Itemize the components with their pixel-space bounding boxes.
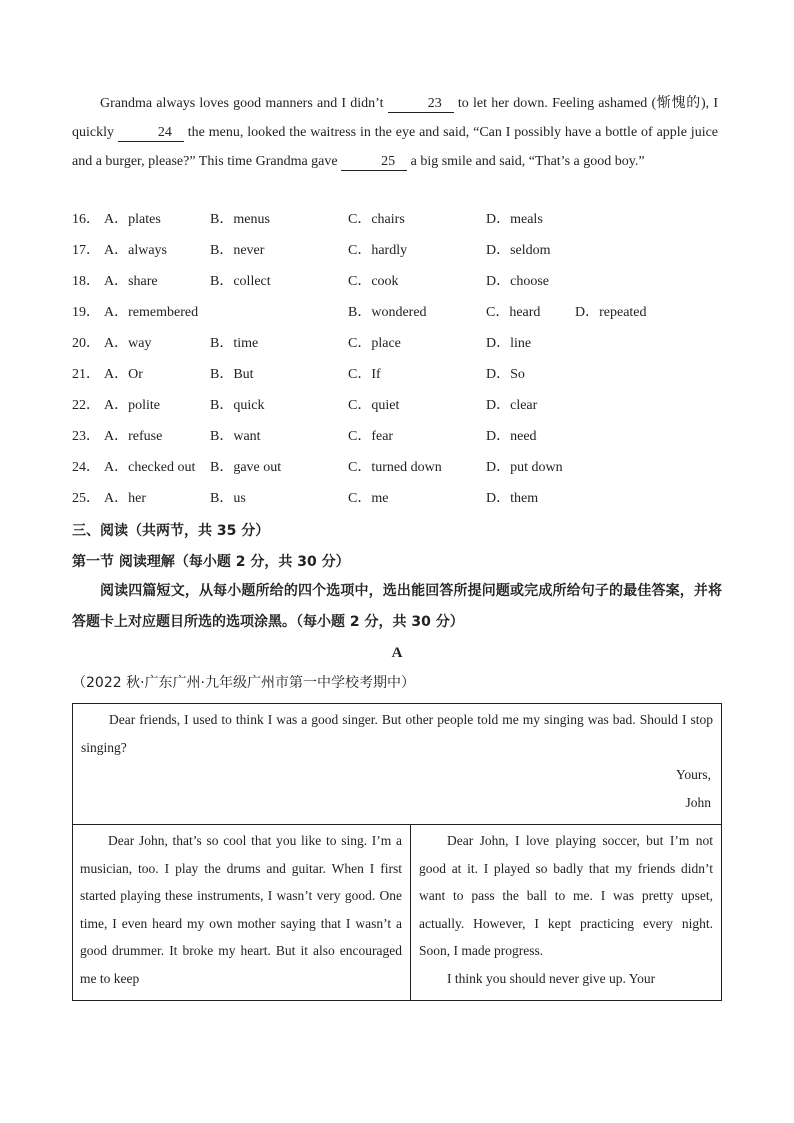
cloze-passage — [72, 89, 718, 176]
option-b: B．want — [210, 429, 261, 444]
option-c: C．heard — [486, 305, 541, 320]
option-d: D．clear — [486, 398, 538, 413]
question-number: 25． — [72, 491, 100, 506]
option-d: D．them — [486, 491, 539, 506]
option-d: D．line — [486, 336, 532, 351]
option-a: A．share — [104, 274, 158, 289]
option-b: B．never — [210, 243, 265, 258]
reply-2-para-2: I think you should never give up. Your — [447, 970, 656, 986]
reply-1-text: Dear John, that’s so cool that you like to sing. I’m a musician, too. I play the drums and guitar. When I first started playing these instruments, I wasn’t very good. One time, I even heard my own mother saying that I wasn’t a good drummer. It broke my heart. But it also encouraged me to keep — [80, 833, 402, 986]
letter-box-right — [410, 824, 722, 1001]
question-23 — [72, 427, 722, 447]
option-c: C．cook — [348, 274, 399, 289]
option-d: D．So — [486, 367, 525, 382]
question-24 — [72, 458, 722, 478]
blank-24: 24 — [118, 125, 184, 142]
question-number: 21． — [72, 367, 100, 382]
option-b: B．collect — [210, 274, 271, 289]
passage-text-1: Grandma always loves good manners and I didn’t — [100, 96, 384, 111]
question-22 — [72, 396, 722, 416]
option-a: A．always — [104, 243, 167, 258]
option-b: B．gave out — [210, 460, 282, 475]
option-c: C．place — [348, 336, 401, 351]
option-b: B．quick — [210, 398, 265, 413]
blank-23: 23 — [388, 96, 454, 113]
question-number: 24． — [72, 460, 100, 475]
option-a: A．refuse — [104, 429, 163, 444]
option-b: B．time — [210, 336, 259, 351]
option-b: B．But — [210, 367, 254, 382]
question-19 — [72, 303, 722, 323]
question-21 — [72, 365, 722, 385]
option-c: C．If — [348, 367, 381, 382]
option-b: B．menus — [210, 212, 270, 227]
option-a: A．way — [104, 336, 152, 351]
option-a: A．her — [104, 491, 146, 506]
source-note: （2022 秋·广东广州·九年级广州市第一中学校考期中） — [72, 675, 415, 691]
reply-2-para-1: Dear John, I love playing soccer, but I’m not good at it. I played so badly that my friends didn’t want to pass the ball to me. I was pretty upset, actually. However, I kept practicing every night. Soon, I made progress. — [419, 833, 713, 959]
option-a: A．checked out — [104, 460, 196, 475]
john-sign-name: John — [685, 795, 711, 810]
john-letter — [81, 706, 713, 761]
option-b: B．wondered — [348, 305, 427, 320]
option-a: A．Or — [104, 367, 143, 382]
blank-25: 25 — [341, 154, 407, 171]
question-number: 18． — [72, 274, 100, 289]
option-d: D．need — [486, 429, 537, 444]
question-number: 16． — [72, 212, 100, 227]
john-sign-yours: Yours, — [675, 767, 711, 782]
option-c: C．quiet — [348, 398, 400, 413]
passage-label: A — [391, 645, 403, 661]
question-number: 17． — [72, 243, 100, 258]
letter-box-top — [72, 703, 722, 825]
option-a: A．polite — [104, 398, 160, 413]
passage-text-3: the menu, looked the waitress in the eye and said, “Can I possibly have a bottle of apple juice and a burger, please?” This time Grandma gave — [72, 125, 719, 169]
reply-2 — [419, 827, 713, 993]
john-letter-text: Dear friends, I used to think I was a good singer. But other people told me my singing was bad. Should I stop singing? — [81, 712, 713, 755]
question-number: 19． — [72, 305, 100, 320]
question-number: 22． — [72, 398, 100, 413]
question-20 — [72, 334, 722, 354]
question-16 — [72, 210, 722, 230]
option-a: A．remembered — [104, 305, 199, 320]
option-c: C．turned down — [348, 460, 442, 475]
question-25 — [72, 489, 722, 509]
option-d: D．put down — [486, 460, 563, 475]
question-18 — [72, 272, 722, 292]
option-c: C．chairs — [348, 212, 405, 227]
option-c: C．fear — [348, 429, 394, 444]
option-b: B．us — [210, 491, 246, 506]
letter-box-left — [72, 824, 411, 1001]
question-number: 23． — [72, 429, 100, 444]
section-subtitle: 第一节 阅读理解（每小题 2 分，共 30 分） — [72, 554, 350, 570]
option-d: D．meals — [486, 212, 543, 227]
passage-text-4: a big smile and said, “That’s a good boy.” — [410, 154, 645, 169]
option-a: A．plates — [104, 212, 161, 227]
option-d: D．seldom — [486, 243, 551, 258]
option-c: C．me — [348, 491, 389, 506]
option-c: C．hardly — [348, 243, 408, 258]
question-17 — [72, 241, 722, 261]
passage-text-2: to let her down. Feeling ashamed (惭愧的), I quickly — [72, 96, 719, 140]
option-d: D．repeated — [575, 305, 647, 320]
reply-1 — [80, 827, 402, 993]
option-d: D．choose — [486, 274, 549, 289]
question-number: 20． — [72, 336, 100, 351]
section-title: 三、阅读（共两节，共 35 分） — [72, 523, 270, 539]
instructions: 阅读四篇短文，从每小题所给的四个选项中，选出能回答所提问题或完成所给句子的最佳答案，并将答题卡上对应题目所选的选项涂黑。（每小题 2 分，共 30 分） — [72, 583, 722, 630]
